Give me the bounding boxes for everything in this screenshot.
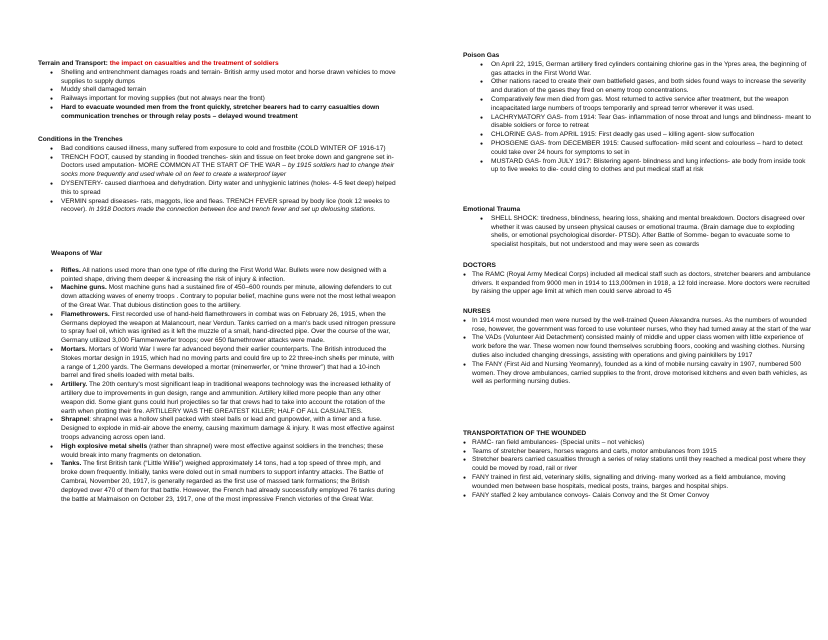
list-item: ● Other nations raced to create their own battlefield gases, and both sides found ways to increase the severity and duration of the gases they fired on enemy troop concentrations. — [463, 78, 813, 96]
list-item: ● In 1914 most wounded men were nursed by the well-trained Queen Alexandra nurses. As the numbers of wounded rose, however, the government was forced to use volunteer nurses, who they had turned away at the start of the war — [463, 317, 813, 335]
terrain-heading-red: the impact on casualties and the treatment of soldiers — [109, 60, 279, 67]
item-text: The first British tank (“Little Willie”) weighed approximately 14 tons, had a top speed of three mph, and broke down frequently. Initially, tanks were doled out in small numbers to support infantry attacks. The Battle of Cambrai, November 20, 1917, is generally regarded as the first use of massed tank formations; the British deployed over 470 of them for that battle. However, the French had already successfully employed 76 tanks during the battle at Malmaison on October 23, 1917, one of the most impressive French victories of the Great War. — [61, 460, 395, 503]
weapons-heading: Weapons of War — [51, 250, 103, 257]
item-text: (rather than shrapnel) were most effective against soldiers in the trenches; these would break into many fragments on detonation. — [61, 442, 384, 459]
conditions-list — [38, 145, 398, 215]
list-item — [38, 460, 398, 504]
list-item: ● FANY trained in first aid, veterinary skills, signalling and driving- many worked as a field ambulance, moving wounded men between base hospitals, medical posts, trains, barges and hospital ships. — [463, 474, 813, 492]
gas-list — [463, 61, 813, 175]
list-item: ● SHELL SHOCK: tiredness, blindness, hearing loss, shaking and mental breakdown. Doctors disagreed over whether it was caused by unseen physical causes or emotional trauma. (Brain damage due to exploding shells, or emotional psychological disorder- PTSD). After Battle of Somme- began to evacuate some to specialist hospitals, but not understood and may were seen as cowards — [463, 215, 813, 250]
gas-section — [463, 52, 813, 175]
doctors-section — [463, 262, 813, 297]
item-label: Artillery. — [61, 381, 88, 389]
list-item: ● FANY staffed 2 key ambulance convoys- Calais Convoy and the St Omer Convoy — [463, 492, 813, 501]
trauma-heading: Emotional Trauma — [463, 206, 521, 213]
item-text: : shrapnel was a hollow shell packed with steel balls or lead and gunpowder, with a timer and a fuse. Designed to explode in mid-air above the enemy, causing maximum damage & injury. It was most effective against troops advancing across open land. — [61, 416, 395, 441]
list-item — [38, 381, 398, 416]
doctors-list — [463, 271, 813, 297]
list-item: ● Shelling and entrenchment damages roads and terrain- British army used motor and horse drawn vehicles to move supplies to supply dumps — [38, 69, 398, 87]
conditions-section — [38, 136, 398, 215]
item-text: TRENCH FOOT, caused by standing in flooded trenches- skin and tissue on feet broke down and gangrene set in- Doctors used amputation- MORE COMMON AT THE START OF THE WAR – — [61, 153, 394, 170]
list-item: ● Teams of stretcher bearers, horses wagons and carts, motor ambulances from 1915 — [463, 448, 813, 457]
doctors-heading: DOCTORS — [463, 262, 496, 269]
transport-list — [463, 439, 813, 501]
list-item — [38, 180, 398, 198]
list-item: ● CHLORINE GAS- from APRIL 1915: First deadly gas used – killing agent- slow suffocation — [463, 131, 813, 140]
gas-heading: Poison Gas — [463, 52, 500, 59]
list-item — [38, 443, 398, 461]
item-label: Shrapnel — [61, 416, 90, 424]
item-label: Mortars. — [61, 345, 88, 353]
weapons-list — [38, 267, 398, 505]
list-item: ● Comparatively few men died from gas. Most returned to active service after treatment, but the weapon incapacitated large numbers of troops temporarily and spread terror wherever it was used. — [463, 96, 813, 114]
nurses-list — [463, 317, 813, 387]
list-item — [38, 311, 398, 346]
list-item — [38, 267, 398, 285]
terrain-section — [38, 60, 398, 122]
item-label: Rifles. — [61, 266, 81, 274]
trauma-list — [463, 215, 813, 250]
list-item — [38, 346, 398, 381]
list-item: ● RAMC- ran field ambulances- (Special units – not vehicles) — [463, 439, 813, 448]
trauma-section — [463, 206, 813, 250]
list-item — [38, 416, 398, 442]
list-item — [38, 198, 398, 216]
list-item — [38, 154, 398, 180]
list-item: ● Stretcher bearers carried casualties through a series of relay stations until they reached a medical post where they could be moved by road, rail or river — [463, 456, 813, 474]
item-text: Mortars of World War I were far advanced beyond their earlier counterparts. The British introduced the Stokes mortar design in 1915, which had no moving parts and could fire up to 22 three-inch shells per minute, with a range of 1,200 yards. The Germans developed a mortar (minenwerfer, or “mine thrower”) that had a 10-inch barrel and fired shells loaded with metal balls. — [61, 345, 395, 380]
terrain-list — [38, 69, 398, 122]
nurses-section — [463, 308, 813, 387]
list-item: ● The RAMC (Royal Army Medical Corps) included all medical staff such as doctors, stretcher bearers and ambulance drivers. It expanded from 9000 men in 1914 to 113,000men in 1918, a 12 fold increase. More doctors were recruited by raising the upper age limit at which men could serve abroad to 45 — [463, 271, 813, 297]
item-text: VERMIN spread diseases- rats, maggots, lice and fleas. TRENCH FEVER spread by body lice (took 12 weeks to recover). — [61, 197, 390, 214]
item-label: High explosive metal shells — [61, 442, 148, 450]
item-text: The 20th century's most significant leap in traditional weapons technology was the increased lethality of artillery due to improvements in gun design, range and ammunition. Artillery killed more people than any other weapon did. Some giant guns could hurl projectiles so far that crews had to take into account the rotation of the earth when plotting their fire. ARTILLERY WAS THE GREATEST KILLER; HALF OF ALL CASUALTIES. — [61, 381, 391, 415]
terrain-heading-text: Terrain and Transport: — [38, 60, 108, 67]
transport-heading: TRANSPORTATION OF THE WOUNDED — [463, 430, 587, 437]
list-item: ● Muddy shell damaged terrain — [38, 86, 398, 95]
item-text: Bad conditions caused illness, many suffered from exposure to cold and frostbite (COLD WINTER OF 1916-17) — [61, 144, 386, 152]
item-label: Tanks. — [61, 460, 82, 468]
item-italic: by 1915 soldiers had to change their socks more frequently and used whale oil on feet to create a waterproof layer — [61, 162, 395, 179]
conditions-heading: Conditions in the Trenches — [38, 136, 123, 143]
transport-section — [463, 430, 813, 500]
weapons-section — [38, 250, 398, 504]
item-text: Most machine guns had a sustained fire of 450–600 rounds per minute, allowing defenders to cut down attacking waves of enemy troops . Contrary to popular belief, machine guns were not the most lethal weapon of the Great War. That dubious distinction goes to the artillery. — [61, 284, 396, 309]
item-text: First recorded use of hand-held flamethrowers in combat was on February 26, 1915, when the Germans deployed the weapon at Malancourt, near Verdun. Tanks carried on a man's back used nitrogen pressure to spray fuel oil, which was ignited as it left the muzzle of a small, hand-directed pipe. Over the course of the war, Germany utilized 3,000 Flammenwerfer troops; over 650 flamethrower attacks were made. — [61, 310, 396, 345]
item-italic: In 1918 Doctors made the connection between lice and trench fever and set up delousing stations. — [88, 206, 376, 214]
list-item — [38, 145, 398, 154]
nurses-heading: NURSES — [463, 308, 491, 315]
item-text: All nations used more than one type of rifle during the First World War. Bullets were now designed with a pointed shape, driving them deeper & increasing the risk of injury & infection. — [61, 266, 387, 283]
list-item: ● The VADs (Volunteer Aid Detachment) consisted mainly of middle and upper class women with little experience of work before the war. These women now found themselves scrubbing floors, cooking and washing clothes. Nursing duties also included changing dressings, assisting with operations and giving painkillers by 1917 — [463, 334, 813, 360]
item-label: Flamethrowers. — [61, 310, 110, 318]
list-item: ● MUSTARD GAS- from JULY 1917: Blistering agent- blindness and lung infections- ate body from inside took up to five weeks to die- could cling to clothes and put medical staff at risk — [463, 158, 813, 176]
terrain-heading — [38, 60, 398, 69]
item-label: Machine guns. — [61, 284, 107, 292]
item-text: DYSENTERY- caused diarrhoea and dehydration. Dirty water and unhygienic latrines (holes- 4-5 feet deep) helped this to spread — [61, 179, 396, 196]
list-item: ● Hard to evacuate wounded men from the front quickly, stretcher bearers had to carry casualties down communication trenches or through relay posts – delayed wound treatment — [38, 104, 398, 122]
list-item: ● PHOSGENE GAS- from DECEMBER 1915: Caused suffocation- mild scent and colourless – hard to detect could take over 24 hours for symptoms to set in — [463, 140, 813, 158]
list-item: ● The FANY (First Aid and Nursing Yeomanry), founded as a kind of mobile nursing cavalry in 1907, numbered 500 women. They drove ambulances, carried supplies to the front, drove motorised kitchens and even bath vehicles, as well as performing nursing duties. — [463, 361, 813, 387]
list-item: ● LACHRYMATORY GAS- from 1914: Tear Gas- inflammation of nose throat and lungs and blindness- meant to disable soldiers or force to retreat — [463, 114, 813, 132]
list-item: ● On April 22, 1915, German artillery fired cylinders containing chlorine gas in the Ypres area, the beginning of gas attacks in the First World War. — [463, 61, 813, 79]
list-item — [38, 284, 398, 310]
list-item: ● Railways important for moving supplies (but not always near the front) — [38, 95, 398, 104]
